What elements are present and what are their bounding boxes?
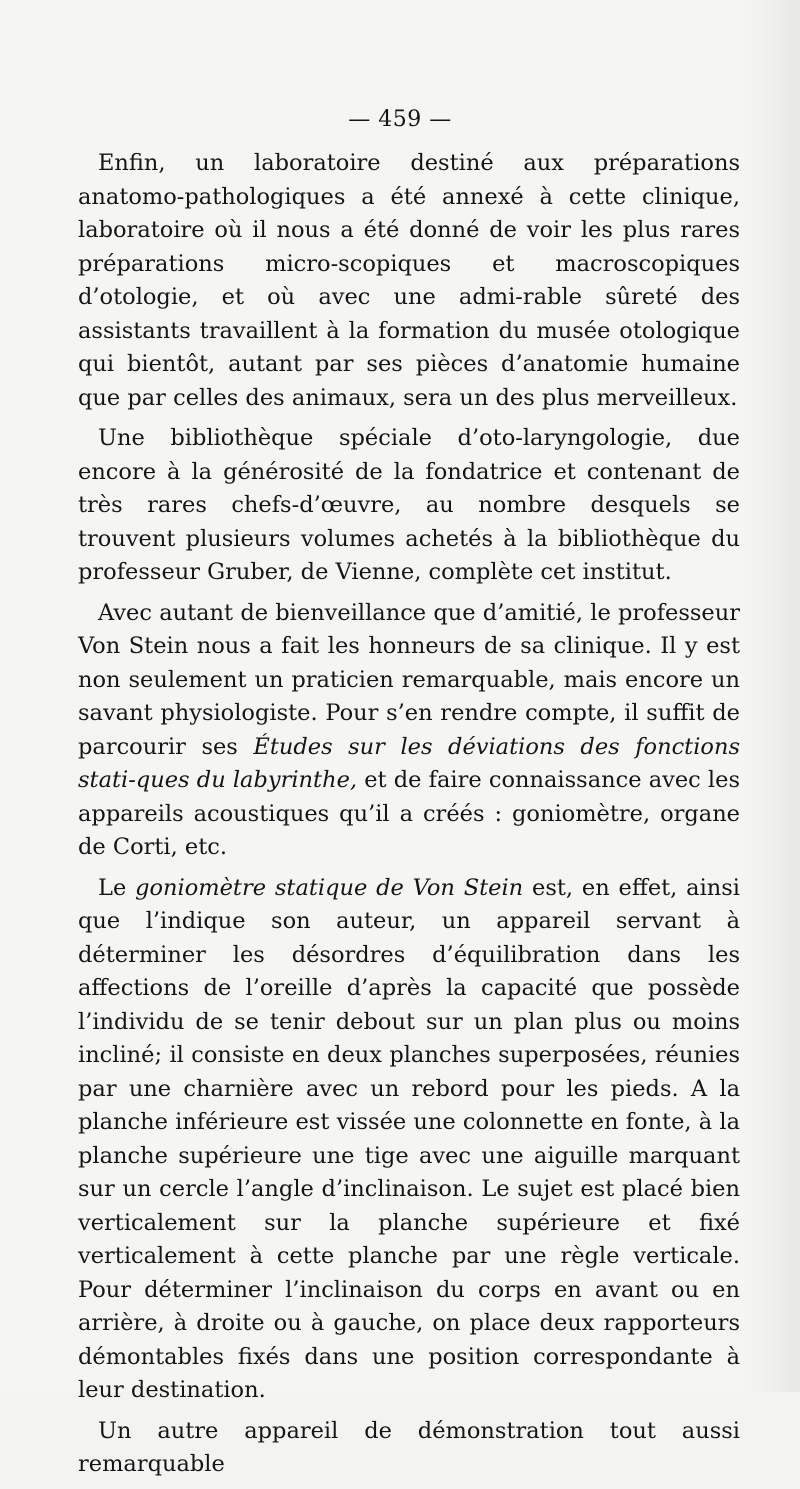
text-run: Un autre appareil de démonstration tout aussi remarquable <box>78 1417 740 1477</box>
text-run: Avec autant de bienveillance que d’amitié, le professeur Von Stein nous a fait les honneurs de sa clinique. Il y est non seulement un praticien remarquable, mais encore un savant physiologiste. Pour s’en rendre compte, il suffit de parcourir ses <box>78 599 740 760</box>
text-run: Enfin, un laboratoire destiné aux préparations anatomo-pathologiques a été annexé à cette clinique, laboratoire où il nous a été donné de voir les plus rares préparations micro-scopiques et macroscopiques d’otologie, et où avec une admi-rable sûreté des assistants travaillent à la formation du musée otologique qui bientôt, autant par ses pièces d’anatomie humaine que par celles des animaux, sera un des plus merveilleux. <box>78 150 740 411</box>
page-number: — 459 — <box>348 107 452 132</box>
paragraph-4 <box>78 872 740 1408</box>
paragraph-2 <box>78 422 740 590</box>
text-run: Le <box>98 874 136 901</box>
italic-device-name: goniomètre statique de Von Stein <box>135 874 524 901</box>
paragraph-3 <box>78 597 740 865</box>
text-run: est, en effet, ainsi que l’indique son auteur, un appareil servant à déterminer les désordres d’équilibration dans les affections de l’oreille d’après la capacité que possède l’individu de se tenir debout sur un plan plus ou moins incliné; il consiste en deux planches superposées, réunies par une charnière avec un rebord pour les pieds. A la planche inférieure est vissée une colonnette en fonte, à la planche supérieure une tige avec une aiguille marquant sur un cercle l’angle d’inclinaison. Le sujet est placé bien verticalement sur la planche supérieure et fixé verticalement à cette planche par une règle verticale. Pour déterminer l’inclinaison du corps en avant ou en arrière, à droite ou à gauche, on place deux rapporteurs démontables fixés dans une position correspondante à leur destination. <box>78 874 740 1403</box>
paragraph-5 <box>78 1415 740 1482</box>
text-run: Une bibliothèque spéciale d’oto-laryngologie, due encore à la générosité de la fondatrice et contenant de très rares chefs-d’œuvre, au nombre desquels se trouvent plusieurs volumes achetés à la bibliothèque du professeur Gruber, de Vienne, complète cet institut. <box>78 425 740 585</box>
italic-title-run: Études sur les déviations des fonctions stati-ques du labyrinthe, <box>78 733 741 793</box>
paragraph-1 <box>78 147 740 415</box>
body-text <box>78 147 740 1489</box>
page-edge-shadow <box>744 0 800 1392</box>
text-run: et de faire connaissance avec les appareils acoustiques qu’il a créés : goniomètre, organe de Corti, etc. <box>78 767 740 860</box>
